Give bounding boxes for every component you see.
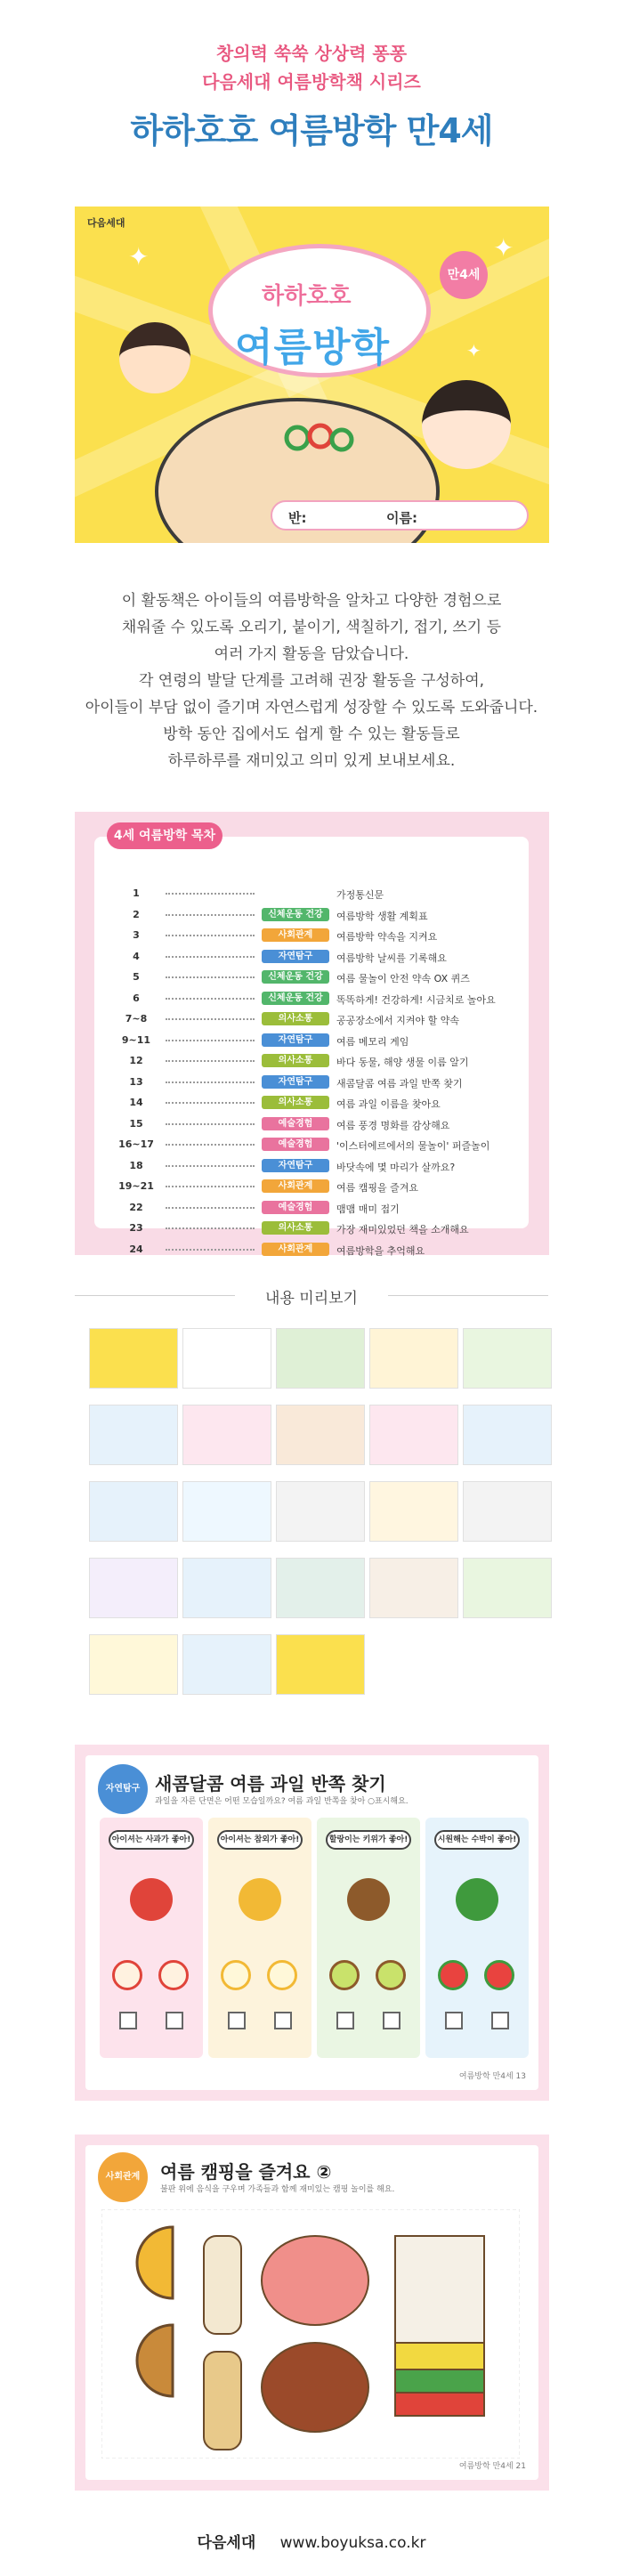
skewer-green — [395, 2369, 484, 2393]
toc-page-number: 19~21 — [118, 1180, 154, 1192]
toc-category: 자연탐구 — [262, 950, 329, 963]
preview-thumbnail — [182, 1328, 271, 1389]
toc-dots — [166, 935, 255, 936]
skewer-red — [395, 2393, 484, 2416]
toc-page-number: 6 — [133, 992, 140, 1004]
preview-thumbnail — [369, 1558, 458, 1618]
toc-row — [103, 925, 522, 946]
toc-page-number: 9~11 — [121, 1033, 151, 1046]
toc-heading: 4세 여름방학 목차 — [107, 822, 222, 849]
toc-category: 사회관계 — [262, 1243, 329, 1256]
toc-row — [103, 1239, 522, 1260]
toc-row — [103, 1218, 522, 1239]
preview-thumbnail — [89, 1481, 178, 1542]
footer-brand: 다음세대 — [197, 2534, 256, 2552]
toc-title: 똑똑하게! 건강하게! 시금치로 놀아요 — [336, 993, 496, 1006]
toc-dots — [166, 893, 255, 895]
toc-category: 의사소통 — [262, 1096, 329, 1109]
toc-page-number: 3 — [133, 929, 140, 941]
toc-title: 여름방학 약속을 지켜요 — [336, 931, 438, 943]
intro-line: 하루하루를 재미있고 의미 있게 보내보세요. — [167, 752, 456, 770]
preview-thumbnail — [182, 1481, 271, 1542]
toc-row — [103, 1197, 522, 1219]
toc-category: 신체운동 건강 — [262, 992, 329, 1005]
toc-title: 가정통신문 — [336, 889, 384, 901]
preview-thumbnail — [182, 1405, 271, 1465]
fruit-half — [376, 1960, 406, 1990]
fruit-half — [267, 1960, 297, 1990]
intro-line: 채워줄 수 있도록 오리기, 붙이기, 색칠하기, 접기, 쓰기 등 — [121, 619, 502, 636]
preview-row — [89, 1558, 552, 1618]
intro-line: 아이들이 부담 없이 즐기며 자연스럽게 성장할 수 있도록 도와줍니다. — [85, 699, 538, 717]
preview-thumbnail — [89, 1405, 178, 1465]
toc-dots — [166, 998, 255, 1000]
toc-category: 예술경험 — [262, 1117, 329, 1130]
page-title: 하하호호 여름방학 만4세 — [130, 111, 493, 150]
preview-thumbnail — [463, 1481, 552, 1542]
girl-character — [422, 380, 511, 469]
toc-list — [103, 883, 522, 1260]
fruit-half — [112, 1960, 142, 1990]
toc-title: '이스터에르에서의 물놀이' 퍼즐놀이 — [336, 1140, 490, 1152]
answer-checkbox[interactable] — [228, 2012, 246, 2029]
toc-row — [103, 967, 522, 988]
toc-page-number: 22 — [129, 1201, 143, 1213]
sample-subtitle: 불판 위에 음식을 구우며 가족들과 함께 재미있는 캠핑 놀이를 해요. — [160, 2185, 395, 2194]
preview-thumbnail — [463, 1405, 552, 1465]
toc-page-number: 23 — [129, 1222, 143, 1234]
category-badge: 사회관계 — [98, 2152, 148, 2202]
toc-dots — [166, 1102, 255, 1104]
intro-text — [0, 587, 623, 774]
toc-dots — [166, 1165, 255, 1167]
toc-category: 사회관계 — [262, 1179, 329, 1193]
toc-row — [103, 1050, 522, 1072]
toc-dots — [166, 1227, 255, 1229]
preview-thumbnail — [89, 1558, 178, 1618]
skewer-raw — [395, 2236, 484, 2343]
toc-row — [103, 1092, 522, 1114]
intro-line: 여러 가지 활동을 담았습니다. — [214, 645, 409, 663]
preview-thumbnail — [182, 1558, 271, 1618]
fruit-column — [425, 1818, 529, 2058]
toc-title: 새콤달콤 여름 과일 반쪽 찾기 — [336, 1077, 463, 1090]
sample-page-sheet — [85, 1755, 538, 2090]
sample-page-camping — [75, 2135, 549, 2491]
toc-title: 여름 메모리 게임 — [336, 1035, 409, 1048]
toc-card — [94, 837, 529, 1257]
cooked-meat — [262, 2343, 368, 2432]
preview-thumbnail — [463, 1328, 552, 1389]
toc-page-number: 5 — [133, 971, 140, 983]
intro-line: 각 연령의 발달 단계를 고려해 권장 활동을 구성하여, — [138, 672, 485, 690]
toc-row — [103, 883, 522, 904]
boy-character — [119, 322, 190, 393]
answer-checkbox[interactable] — [491, 2012, 509, 2029]
preview-row — [89, 1634, 552, 1695]
answer-checkbox[interactable] — [166, 2012, 183, 2029]
toc-row — [103, 904, 522, 926]
camping-food-cutouts — [101, 2209, 520, 2459]
whole-fruit — [239, 1878, 281, 1921]
page-number: 여름방학 만4세 13 — [458, 2072, 526, 2081]
toc-title: 여름 캠핑을 즐겨요 — [336, 1182, 419, 1194]
skewer-yellow — [395, 2343, 484, 2369]
toc-page-number: 1 — [133, 887, 140, 899]
toc-category: 예술경험 — [262, 1138, 329, 1151]
toc-row — [103, 1155, 522, 1177]
pepper-rings-illustration — [279, 420, 360, 456]
toc-dots — [166, 1249, 255, 1251]
class-label: 반: — [288, 510, 307, 526]
fruit-caption: 할랑이는 키위가 좋아! — [326, 1830, 411, 1850]
preview-row — [89, 1405, 552, 1465]
preview-row — [89, 1481, 552, 1542]
header-series: 다음세대 여름방학책 시리즈 — [202, 71, 421, 93]
cover-publisher: 다음세대 — [87, 217, 125, 229]
header — [0, 0, 623, 187]
fruit-half — [484, 1960, 514, 1990]
toc-dots — [166, 1060, 255, 1062]
toc-category: 사회관계 — [262, 928, 329, 942]
sample-title: 여름 캠핑을 즐겨요 ② — [160, 2161, 332, 2183]
toc-dots — [166, 1123, 255, 1125]
toc-row — [103, 1030, 522, 1051]
preview-thumbnail — [463, 1558, 552, 1618]
book-cover — [75, 207, 549, 543]
raw-meat — [262, 2236, 368, 2325]
fruit-caption: 아이셔는 사과가 좋아! — [109, 1830, 194, 1850]
toc-category: 신체운동 건강 — [262, 908, 329, 921]
toc-category: 예술경험 — [262, 1201, 329, 1214]
preview-thumbnail — [369, 1481, 458, 1542]
toc-dots — [166, 1040, 255, 1041]
preview-label: 내용 미리보기 — [265, 1290, 358, 1308]
header-tagline: 창의력 쑥쑥 상상력 퐁퐁 — [215, 43, 408, 64]
toc-category: 의사소통 — [262, 1054, 329, 1067]
preview-thumbnail — [369, 1405, 458, 1465]
toc-title: 여름방학을 추억해요 — [336, 1244, 425, 1257]
sample-page-fruit — [75, 1745, 549, 2101]
toc-page-number: 13 — [129, 1075, 143, 1088]
toc-page-number: 4 — [133, 950, 140, 962]
whole-fruit — [456, 1878, 498, 1921]
toc-dots — [166, 1081, 255, 1083]
toc-page-number: 16~17 — [118, 1138, 154, 1150]
grilled-mushroom — [204, 2352, 241, 2450]
toc-page-number: 15 — [129, 1117, 143, 1130]
sparkle-icon: ✦ — [493, 233, 514, 263]
toc-category: 의사소통 — [262, 1221, 329, 1235]
cover-title-top: 하하호호 — [262, 283, 352, 310]
toc-title: 맴맴 매미 접기 — [336, 1203, 400, 1215]
toc-title: 바다 동물, 해양 생물 이름 알기 — [336, 1057, 469, 1068]
answer-checkbox[interactable] — [336, 2012, 354, 2029]
sample-subtitle: 과일을 자른 단면은 어떤 모습일까요? 여름 과일 반쪽을 찾아 ○표시해요. — [155, 1797, 409, 1806]
preview-thumbnail — [89, 1328, 178, 1389]
toc-page-number: 14 — [129, 1097, 143, 1108]
toc-title: 가장 재미있었던 책을 소개해요 — [336, 1224, 469, 1235]
fruit-half — [438, 1960, 468, 1990]
preview-thumbnail — [276, 1634, 365, 1695]
toc-dots — [166, 1018, 255, 1020]
sparkle-icon: ✦ — [466, 340, 481, 361]
preview-thumbnail — [276, 1558, 365, 1618]
toc-title: 바닷속에 몇 마리가 살까요? — [336, 1161, 456, 1173]
toc-page-number: 12 — [129, 1055, 143, 1066]
preview-thumbnail — [276, 1405, 365, 1465]
toc-title: 여름방학 날씨를 기록해요 — [336, 952, 447, 964]
name-label: 이름: — [386, 510, 417, 526]
toc-title: 여름 풍경 명화를 감상해요 — [336, 1119, 450, 1131]
mushroom — [204, 2236, 241, 2334]
preview-row — [89, 1328, 552, 1389]
toc-page-number: 7~8 — [125, 1013, 148, 1025]
toc-title: 여름방학 생활 계획표 — [336, 910, 428, 922]
category-badge: 자연탐구 — [98, 1764, 148, 1814]
answer-checkbox[interactable] — [119, 2012, 137, 2029]
toc-category: 신체운동 건강 — [262, 970, 329, 984]
intro-line: 이 활동책은 아이들의 여름방학을 알차고 다양한 경험으로 — [121, 592, 502, 610]
preview-thumbnail — [182, 1634, 271, 1695]
toc-dots — [166, 956, 255, 958]
toc-row — [103, 1114, 522, 1135]
toc-row — [103, 1072, 522, 1093]
toc-page-number: 18 — [129, 1159, 143, 1171]
answer-checkbox[interactable] — [445, 2012, 463, 2029]
divider — [388, 1295, 548, 1296]
page-number: 여름방학 만4세 21 — [458, 2462, 526, 2471]
fruit-caption: 아이셔는 참외가 좋아! — [217, 1830, 303, 1850]
toc-title: 여름 물놀이 안전 약속 OX 퀴즈 — [336, 973, 470, 984]
fruit-column — [100, 1818, 203, 2058]
toc-dots — [166, 914, 255, 916]
intro-line: 방학 동안 집에서도 쉽게 할 수 있는 활동들로 — [163, 725, 460, 743]
preview-thumbnail — [369, 1328, 458, 1389]
fruit-column — [208, 1818, 312, 2058]
toc-row — [103, 988, 522, 1009]
sample-title: 새콤달콤 여름 과일 반쪽 찾기 — [155, 1773, 386, 1794]
toc-page-number: 24 — [129, 1243, 143, 1255]
table-of-contents — [75, 812, 549, 1255]
whole-fruit — [347, 1878, 390, 1921]
age-badge: 만4세 — [440, 251, 488, 299]
toc-category: 자연탐구 — [262, 1159, 329, 1172]
toc-title: 공공장소에서 지켜야 할 약속 — [336, 1015, 460, 1026]
fruit-half — [221, 1960, 251, 1990]
fruit-half — [329, 1960, 360, 1990]
sample-page-sheet — [85, 2145, 538, 2480]
toc-row — [103, 1009, 522, 1030]
footer-url[interactable]: www.boyuksa.co.kr — [279, 2534, 426, 2552]
toc-page-number: 2 — [133, 908, 140, 920]
answer-checkbox[interactable] — [274, 2012, 292, 2029]
toc-category: 자연탐구 — [262, 1075, 329, 1089]
footer — [0, 2530, 623, 2552]
name-bar — [271, 500, 529, 531]
toc-row — [103, 1176, 522, 1197]
toc-dots — [166, 976, 255, 978]
sparkle-icon: ✦ — [128, 242, 150, 271]
preview-thumbnail — [89, 1634, 178, 1695]
whole-fruit — [130, 1878, 173, 1921]
toc-row — [103, 946, 522, 968]
toc-category: 의사소통 — [262, 1012, 329, 1025]
answer-checkbox[interactable] — [383, 2012, 400, 2029]
toc-category: 자연탐구 — [262, 1033, 329, 1047]
preview-thumbnail — [276, 1328, 365, 1389]
fruit-column — [317, 1818, 420, 2058]
preview-thumbnail — [276, 1481, 365, 1542]
toc-dots — [166, 1207, 255, 1209]
fruit-caption: 시원해는 수박이 좋아! — [434, 1830, 520, 1850]
toc-dots — [166, 1186, 255, 1187]
toc-title: 여름 과일 이름을 찾아요 — [336, 1098, 441, 1110]
cover-title-main: 여름방학 — [235, 325, 391, 370]
toc-dots — [166, 1144, 255, 1146]
toc-row — [103, 1134, 522, 1155]
fruit-half — [158, 1960, 189, 1990]
